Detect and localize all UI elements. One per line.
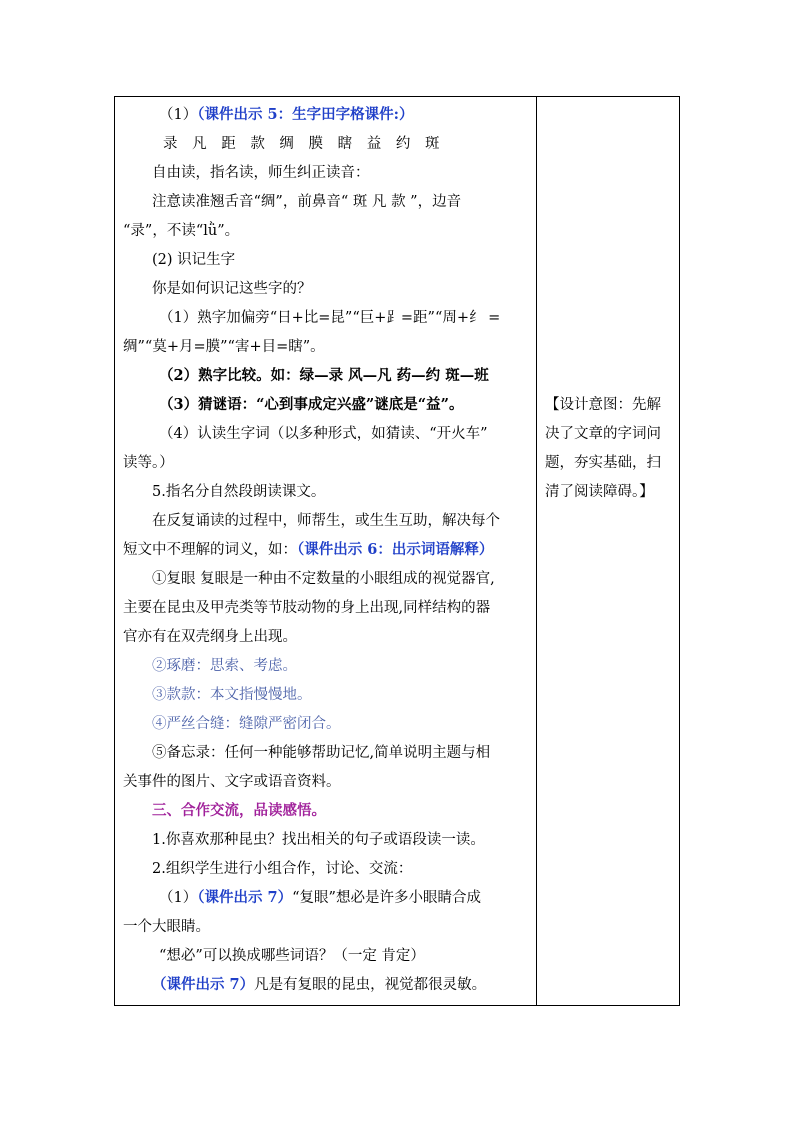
line-7: 你是如何识记这些字的？: [152, 281, 312, 297]
line-16: 短文中不理解的词义，如：（课件出示 6：出示词语解释）: [123, 541, 494, 558]
line-6: (2) 识记生字: [152, 252, 236, 268]
line-26: 1.你喜欢那种昆虫？找出相关的句子或语段读一读。: [152, 832, 485, 848]
line-27: 2.组织学生进行小组合作，讨论、交流：: [152, 861, 413, 877]
line-22: ④严丝合缝：缝隙严密闭合。: [152, 716, 341, 732]
section-heading: 三、合作交流，品读感悟。: [152, 802, 326, 819]
line-20: ②琢磨：思索、考虑。: [152, 658, 297, 674]
line-18: 主要在昆虫及甲壳类等节肢动物的身上出现,同样结构的器: [123, 600, 491, 616]
line-11: （3）猜谜语：“心到事成定兴盛”谜底是“益”。: [159, 396, 464, 413]
line-8: （1）熟字加偏旁“日+比=昆”“巨+⻊=距”“周+纟 =: [159, 310, 501, 326]
line-24: 关事件的图片、文字或语音资料。: [123, 774, 341, 790]
line-29: 一个大眼睛。: [123, 919, 210, 935]
line-10: （2）熟字比较。如：绿—录 风—凡 药—约 斑—班: [159, 367, 489, 384]
design-note-line-3: 题，夯实基础，扫: [545, 455, 661, 471]
line-13: 读等。）: [123, 455, 174, 471]
line-21: ③款款：本文指慢慢地。: [152, 687, 312, 703]
line-1: （1）（课件出示 5：生字田字格课件:）: [159, 106, 414, 123]
design-note-line-1: 【设计意图：先解: [545, 397, 661, 413]
line-31: （课件出示 7）凡是有复眼的昆虫，视觉都很灵敏。: [152, 976, 487, 993]
line-14: 5.指名分自然段朗读课文。: [152, 484, 326, 500]
line-30: “想必”可以换成哪些词语？（一定 肯定）: [159, 948, 425, 964]
lesson-table: [114, 96, 680, 1006]
line-23: ⑤备忘录：任何一种能够帮助记忆,简单说明主题与相: [152, 745, 491, 761]
line-12: （4）认读生字词（以多种形式，如猜读、“开火车”: [159, 426, 488, 442]
design-note-line-4: 清了阅读障碍。】: [545, 484, 654, 500]
design-note-line-2: 决了文章的字词问: [545, 426, 661, 442]
line-15: 在反复诵读的过程中，师帮生，或生生互助，解决每个: [152, 513, 500, 529]
column-divider: [536, 97, 537, 1005]
new-characters: 录 凡 距 款 绸 膜 瞎 益 约 斑: [163, 136, 445, 152]
line-5: “录”，不读“lǜ”。: [123, 223, 240, 239]
line-4: 注意读准翘舌音“绸”，前鼻音“ 斑 凡 款 ”，边音: [152, 194, 462, 210]
line-17: ①复眼 复眼是一种由不定数量的小眼组成的视觉器官,: [152, 571, 495, 587]
line-19: 官亦有在双壳纲身上出现。: [123, 629, 297, 645]
line-3: 自由读，指名读，师生纠正读音：: [152, 165, 370, 181]
line-9: 绸”“莫+月=膜”“害+目=瞎”。: [123, 339, 325, 355]
line-28: （1）（课件出示 7）“复眼”想必是许多小眼睛合成: [159, 889, 481, 906]
